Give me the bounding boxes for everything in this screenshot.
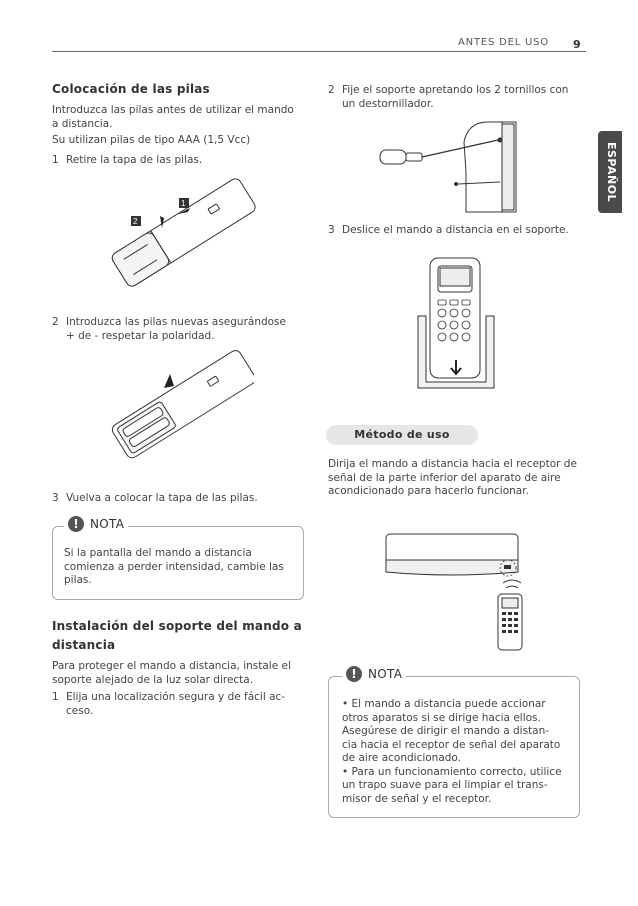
ac-unit-remote-illustration: [380, 528, 530, 658]
method-text: [328, 458, 590, 499]
step-number: 2: [328, 84, 335, 96]
section-header: ANTES DEL USO: [458, 37, 549, 48]
holder-title-line: distancia: [52, 638, 116, 652]
exclamation-icon: !: [346, 666, 362, 682]
method-line: Dirija el mando a distancia hacia el receptor de: [328, 458, 577, 470]
note-line: Si la pantalla del mando a distancia: [64, 547, 252, 559]
page-number: 9: [573, 38, 581, 51]
note-header: [342, 666, 406, 682]
holder-intro-line: Para proteger el mando a distancia, instale el: [52, 660, 291, 672]
batteries-step-2: [52, 316, 286, 343]
step-text: un destornillador.: [342, 97, 434, 110]
holder-step-3: [328, 224, 569, 238]
step-text: ceso.: [66, 704, 94, 717]
language-tab: ESPAÑOL: [598, 131, 622, 213]
note-line: un trapo suave para el limpiar el trans-: [342, 779, 548, 791]
step-number: 1: [52, 691, 59, 703]
step-text: Retire la tapa de las pilas.: [66, 154, 203, 166]
note-line: pilas.: [64, 574, 92, 586]
holder-step-1: [52, 691, 285, 718]
note-bullet: [340, 698, 574, 766]
callout-2-label: 2: [133, 217, 138, 226]
step-number: 2: [52, 316, 59, 328]
method-line: acondicionado para hacerlo funcionar.: [328, 485, 529, 497]
batteries-intro-line: Introduzca las pilas antes de utilizar el mando: [52, 104, 294, 116]
batteries-step-1: [52, 154, 202, 168]
batteries-title: Colocación de las pilas: [52, 82, 210, 96]
holder-step-2: [328, 84, 568, 111]
step-number: 3: [52, 492, 59, 504]
exclamation-icon: !: [68, 516, 84, 532]
note-label: NOTA: [90, 517, 125, 531]
batteries-intro: [52, 104, 302, 148]
note-text-usage: [340, 698, 574, 806]
step-number: 1: [52, 154, 59, 166]
note-line: cia hacia el receptor de señal del aparato: [342, 738, 561, 751]
step-text: Vuelva a colocar la tapa de las pilas.: [66, 492, 258, 504]
holder-intro-line: soporte alejado de la luz solar directa.: [52, 673, 254, 686]
batteries-step-3: [52, 492, 258, 506]
note-line: comienza a perder intensidad, cambie las: [64, 560, 284, 573]
step-number: 3: [328, 224, 335, 236]
step-text: Introduzca las pilas nuevas asegurándose: [66, 316, 286, 328]
step-text: Fije el soporte apretando los 2 tornillos con: [342, 84, 569, 96]
method-heading: Método de uso: [326, 425, 478, 445]
remote-batteries-illustration: [104, 346, 254, 466]
note-line: misor de señal y el receptor.: [342, 792, 492, 805]
batteries-intro-line: Su utilizan pilas de tipo AAA (1,5 Vcc): [52, 134, 251, 146]
step-text: Deslice el mando a distancia en el soporte.: [342, 224, 569, 236]
note-text-batteries: [64, 547, 300, 588]
note-header: [64, 516, 128, 532]
batteries-intro-line: a distancia.: [52, 117, 113, 130]
header-rule: [52, 51, 586, 52]
note-bullet: [340, 766, 574, 807]
note-line: Asegúrese de dirigir el mando a distan-: [342, 725, 550, 737]
note-line: • Para un funcionamiento correcto, utilice: [342, 765, 562, 778]
step-text: Elija una localización segura y de fácil ac-: [66, 691, 286, 703]
holder-title: [52, 617, 302, 655]
method-line: señal de la parte inferior del aparato de aire: [328, 471, 561, 484]
note-line: otros aparatos si se dirige hacia ellos.: [342, 711, 541, 724]
remote-cover-illustration: [100, 176, 260, 294]
holder-title-line: Instalación del soporte del mando a: [52, 619, 302, 633]
note-line: • El mando a distancia puede accionar: [342, 698, 546, 710]
step-text: + de - respetar la polaridad.: [66, 329, 215, 342]
note-label: NOTA: [368, 667, 403, 681]
callout-1-label: 1: [181, 199, 186, 208]
remote-in-holder-illustration: [416, 254, 496, 390]
holder-screwdriver-illustration: [376, 112, 536, 222]
holder-intro: [52, 660, 302, 687]
note-line: de aire acondicionado.: [342, 752, 462, 764]
